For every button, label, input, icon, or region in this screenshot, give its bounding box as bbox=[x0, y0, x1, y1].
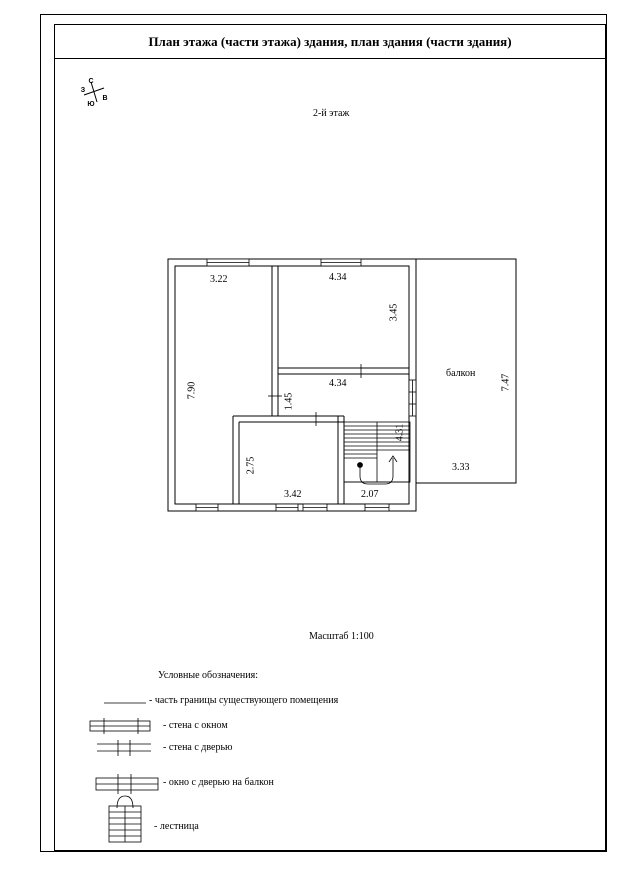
stair-height: 4.31 bbox=[394, 423, 406, 442]
corridor-width: 4.34 bbox=[329, 378, 347, 389]
floor-label: 2-й этаж bbox=[313, 108, 350, 119]
legend-item-wall-window: - стена с окном bbox=[163, 720, 228, 731]
corridor-height: 1.45 bbox=[283, 392, 295, 411]
balcony-height: 7.47 bbox=[500, 373, 512, 392]
compass-north: С bbox=[88, 78, 94, 85]
outer-walls bbox=[168, 259, 416, 511]
compass-east: В bbox=[102, 95, 108, 102]
compass-icon bbox=[81, 78, 108, 108]
balcony-label: балкон bbox=[446, 368, 476, 379]
room2-height: 3.45 bbox=[388, 303, 400, 322]
room3-height: 2.75 bbox=[245, 456, 257, 475]
stair-width: 2.07 bbox=[361, 489, 379, 500]
legend-item-balcony-door: - окно с дверью на балкон bbox=[163, 777, 274, 788]
balcony-door bbox=[409, 380, 416, 416]
legend-item-stairs: - лестница bbox=[154, 821, 199, 832]
room1-height: 7.90 bbox=[186, 381, 198, 400]
balcony-width: 3.33 bbox=[452, 462, 470, 473]
compass-south: Ю bbox=[87, 101, 95, 108]
room3-width: 3.42 bbox=[284, 489, 302, 500]
interior-walls bbox=[233, 266, 409, 504]
legend-item-wall-door: - стена с дверью bbox=[163, 742, 233, 753]
room2-width: 4.34 bbox=[329, 272, 347, 283]
scale-label: Масштаб 1:100 bbox=[309, 631, 374, 642]
legend-symbols bbox=[90, 703, 158, 842]
compass-west: З bbox=[80, 87, 86, 94]
page-title: План этажа (части этажа) здания, план здания (части здания) bbox=[148, 34, 512, 49]
legend-item-existing-boundary: - часть границы существующего помещения bbox=[149, 695, 339, 706]
legend-title: Условные обозначения: bbox=[158, 670, 259, 681]
room1-width: 3.22 bbox=[210, 274, 228, 285]
